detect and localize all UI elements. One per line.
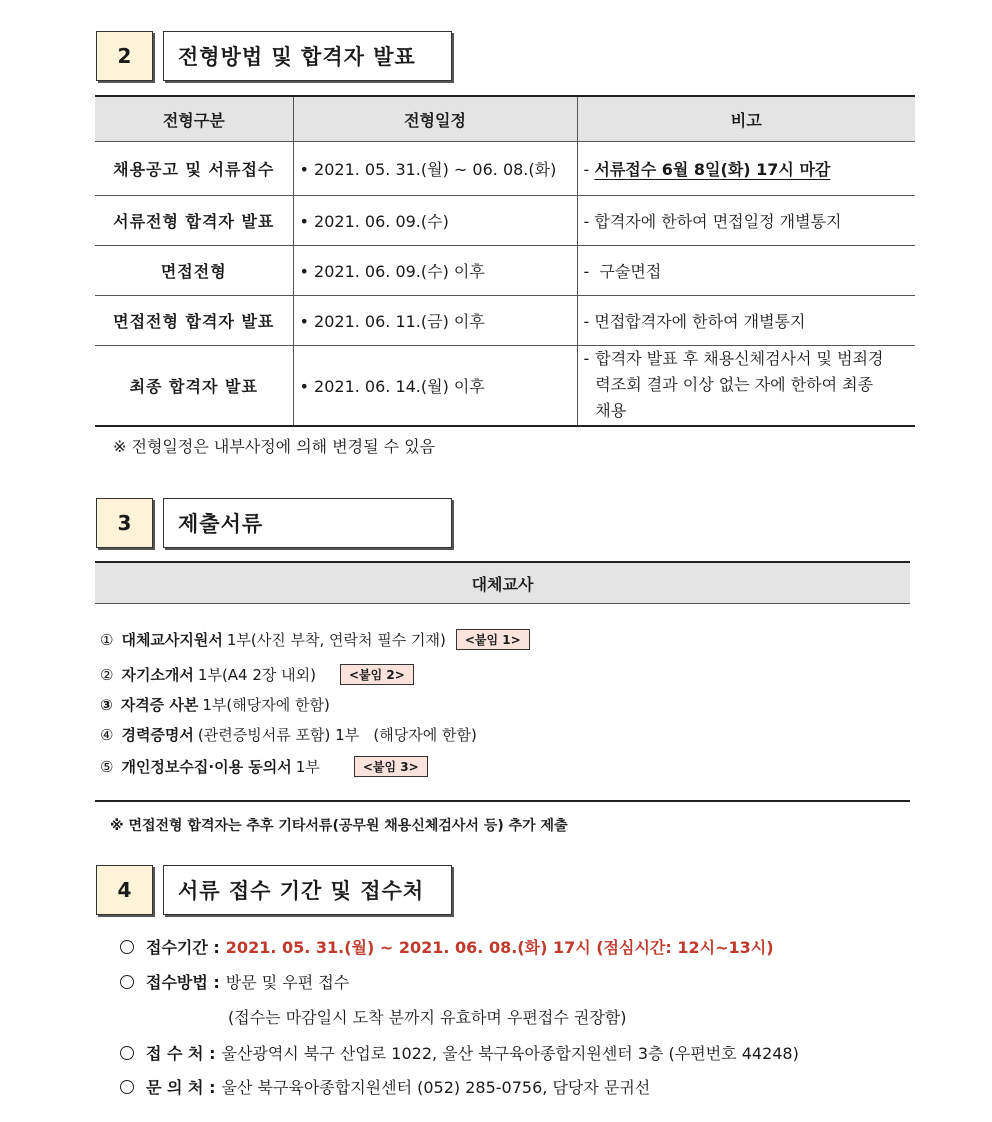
note-cell: - 합격자 발표 후 채용신체검사서 및 범죄경력조회 결과 이상 없는 자에 한하여 최종 채용 (577, 346, 915, 426)
item-detail: 1부(해당자에 한함) (202, 696, 330, 714)
stage-cell: 최종 합격자 발표 (95, 346, 293, 426)
period-line (120, 935, 774, 958)
attachment-badge: <붙임 2> (340, 664, 414, 685)
method-line (120, 970, 349, 993)
item-number: ① (100, 630, 114, 649)
date-cell: • 2021. 06. 09.(수) (293, 196, 577, 246)
method-note: (접수는 마감일시 도착 분까지 유효하며 우편접수 권장함) (228, 1008, 627, 1027)
section-number: 3 (96, 498, 153, 548)
note-cell: - 합격자에 한하여 면접일정 개별통지 (577, 196, 915, 246)
item-detail: 1부(A4 2장 내외) (197, 666, 316, 684)
deadline-note: 서류접수 6월 8일(화) 17시 마감 (594, 160, 831, 179)
list-item (100, 756, 428, 777)
circle-bullet-icon (120, 1046, 134, 1060)
place-line (120, 1041, 799, 1064)
place-value: 울산광역시 북구 산업로 1022, 울산 북구육아종합지원센터 3층 (우편번호 44248) (221, 1044, 799, 1063)
table-row (95, 246, 915, 296)
stage-cell: 채용공고 및 서류접수 (95, 142, 293, 196)
item-title: 대체교사지원서 (121, 631, 223, 649)
item-title: 자격증 사본 (120, 696, 199, 714)
divider (95, 800, 910, 802)
method-value: 방문 및 우편 접수 (225, 973, 350, 992)
section-number: 2 (96, 31, 153, 81)
attachment-badge: <붙임 3> (354, 756, 428, 777)
contact-value: 울산 북구육아종합지원센터 (052) 285-0756, 담당자 문귀선 (221, 1078, 651, 1097)
attachment-badge: <붙임 1> (456, 629, 530, 650)
circle-bullet-icon (120, 975, 134, 989)
section-title: 전형방법 및 합격자 발표 (163, 31, 452, 81)
item-title: 자기소개서 (121, 666, 194, 684)
contact-line (120, 1075, 650, 1098)
list-item (100, 694, 330, 715)
table-row (95, 296, 915, 346)
note-text: 합격자에 한하여 면접일정 개별통지 (594, 212, 842, 231)
note-cell: - 구술면접 (577, 246, 915, 296)
item-number: ③ (100, 695, 113, 714)
table-header-row (95, 96, 915, 142)
stage-cell: 면접전형 (95, 246, 293, 296)
item-detail: 1부 (295, 758, 320, 776)
header-note: 비고 (577, 96, 915, 142)
note-text: 면접합격자에 한하여 개별통지 (594, 312, 806, 331)
note-cell: - 서류접수 6월 8일(화) 17시 마감 (577, 142, 915, 196)
schedule-footnote: ※ 전형일정은 내부사정에 의해 변경될 수 있음 (113, 437, 436, 456)
section-title: 서류 접수 기간 및 접수처 (163, 865, 452, 915)
list-item (100, 629, 530, 650)
contact-label: 문 의 처 : (146, 1078, 216, 1097)
item-number: ② (100, 665, 114, 684)
table-row (95, 346, 915, 426)
section-title: 제출서류 (163, 498, 452, 548)
item-detail: 1부(사진 부착, 연락처 필수 기재) (226, 631, 446, 649)
item-title: 개인정보수집·이용 동의서 (121, 758, 292, 776)
period-label: 접수기간 : (146, 938, 220, 957)
note-text: 합격자 발표 후 채용신체검사서 및 범죄경력조회 결과 이상 없는 자에 한하여 최종 채용 (595, 349, 884, 421)
header-date: 전형일정 (293, 96, 577, 142)
note-cell: - 면접합격자에 한하여 개별통지 (577, 296, 915, 346)
place-label: 접 수 처 : (146, 1044, 216, 1063)
circle-bullet-icon (120, 1080, 134, 1094)
date-cell: • 2021. 05. 31.(월) ~ 06. 08.(화) (293, 142, 577, 196)
circle-bullet-icon (120, 940, 134, 954)
date-cell: • 2021. 06. 14.(월) 이후 (293, 346, 577, 426)
list-item (100, 664, 414, 685)
item-detail: (관련증빙서류 포함) 1부 (해당자에 한함) (197, 726, 477, 744)
section-number: 4 (96, 865, 153, 915)
date-cell: • 2021. 06. 09.(수) 이후 (293, 246, 577, 296)
documents-footnote: ※ 면접전형 합격자는 추후 기타서류(공무원 채용신체검사서 등) 추가 제출 (110, 818, 568, 834)
stage-cell: 면접전형 합격자 발표 (95, 296, 293, 346)
method-label: 접수방법 : (146, 973, 220, 992)
table-row (95, 196, 915, 246)
item-number: ⑤ (100, 757, 114, 776)
period-value: 2021. 05. 31.(월) ~ 2021. 06. 08.(화) 17시 (점심시간: 12시~13시) (225, 938, 774, 957)
date-cell: • 2021. 06. 11.(금) 이후 (293, 296, 577, 346)
item-title: 경력증명서 (121, 726, 194, 744)
schedule-table (95, 95, 915, 427)
item-number: ④ (100, 725, 114, 744)
header-stage: 전형구분 (95, 96, 293, 142)
list-item (100, 724, 477, 745)
stage-cell: 서류전형 합격자 발표 (95, 196, 293, 246)
note-text: 구술면접 (599, 262, 662, 281)
documents-box-title: 대체교사 (95, 561, 910, 604)
table-row (95, 142, 915, 196)
